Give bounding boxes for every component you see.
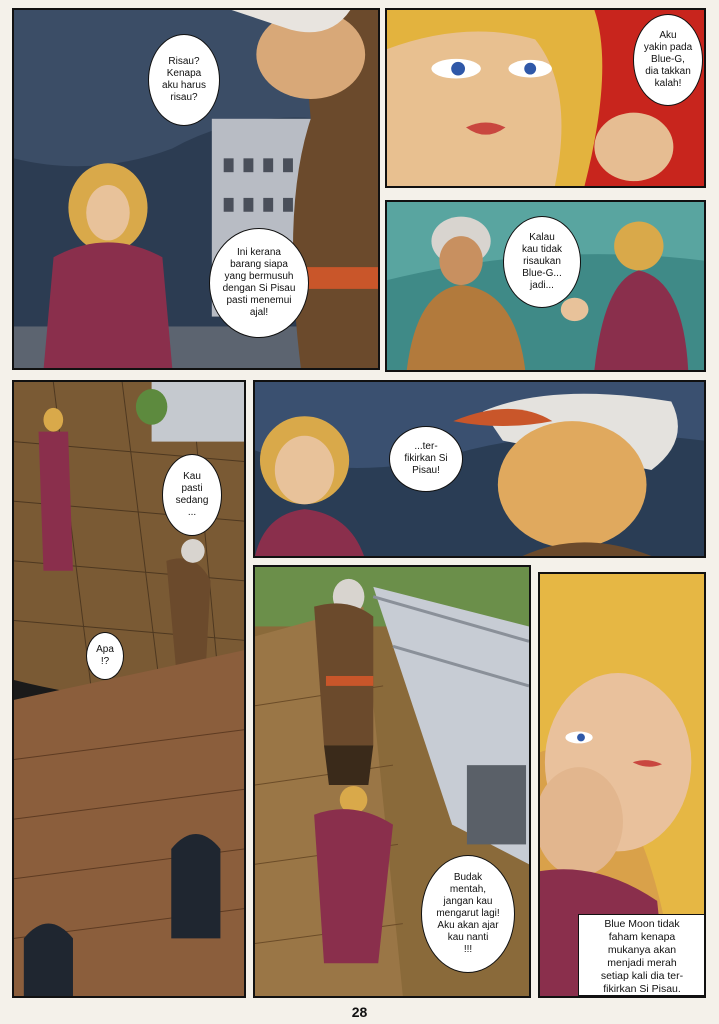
panel-5 [253,380,706,558]
speech-bubble: Kalau kau tidak risaukan Blue-G... jadi... [503,216,581,308]
panel-2 [385,8,706,188]
panel-4 [12,380,246,998]
speech-bubble: Ini kerana barang siapa yang bermusuh dengan Si Pisau pasti menemui ajal! [209,228,309,338]
panel-1 [12,8,380,370]
panel-7 [538,572,706,998]
caption-box: Blue Moon tidak faham kenapa mukanya akan menjadi merah setiap kali dia ter- fikirkan Si Pisau. [578,914,706,996]
speech-bubble: Aku yakin pada Blue-G, dia takkan kalah! [633,14,703,106]
panel-3 [385,200,706,372]
speech-bubble: ...ter- fikirkan Si Pisau! [389,426,463,492]
page-number: 28 [351,1004,368,1020]
speech-bubble: Budak mentah, jangan kau mengarut lagi! Aku akan ajar kau nanti !!! [421,855,515,973]
speech-bubble: Kau pasti sedang ... [162,454,222,536]
speech-bubble: Risau? Kenapa aku harus risau? [148,34,220,126]
panel-5-art [255,382,704,556]
panel-6 [253,565,531,998]
speech-bubble: Apa !? [86,632,124,680]
